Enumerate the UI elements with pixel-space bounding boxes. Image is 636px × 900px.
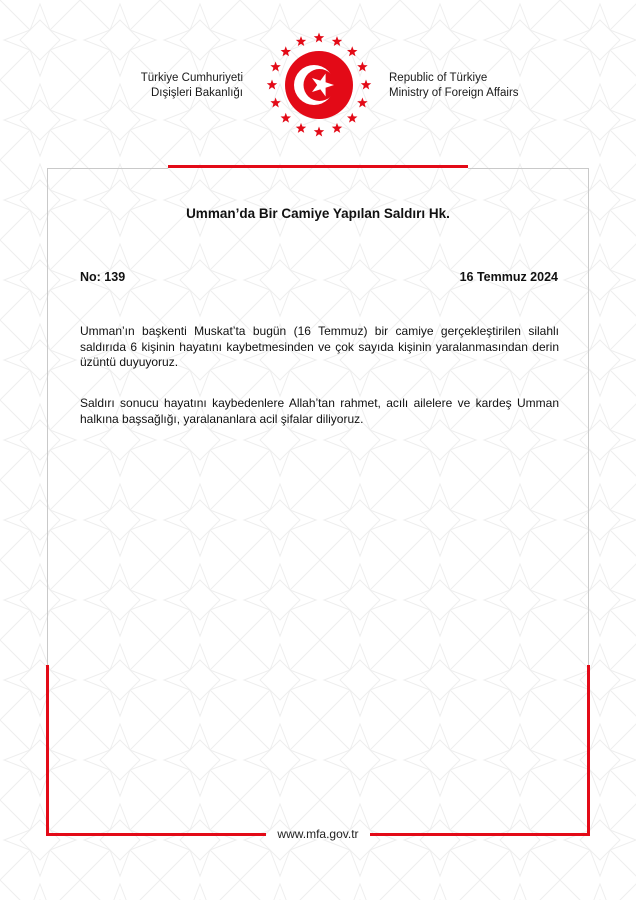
emblem-ring-star-icon (314, 127, 324, 137)
body-paragraph-2: Saldırı sonucu hayatını kaybedenlere Allah’tan rahmet, acılı ailelere ve kardeş Umman halkına başsağlığı, yaralananlara acil şifalar diliyoruz. (80, 396, 559, 426)
emblem-ring-star-icon (347, 113, 357, 123)
header-english (389, 71, 519, 101)
header-right-line1: Republic of Türkiye (389, 72, 488, 84)
emblem-ring-star-icon (270, 97, 280, 107)
left-red-bar (46, 665, 49, 836)
header-left-line1: Türkiye Cumhuriyeti (140, 72, 243, 84)
emblem-ring-star-icon (347, 46, 357, 56)
body-paragraph-1: Umman’ın başkenti Muskat’ta bugün (16 Temmuz) bir camiye gerçekleştirilen silahlı saldırıda 6 kişinin hayatını kaybetmesinden ve çok sayıda kişinin yaralanmasından derin üzüntü duyuyoruz. (80, 324, 559, 369)
emblem-ring-star-icon (267, 80, 277, 90)
right-red-bar (587, 665, 590, 836)
footer-website: www.mfa.gov.tr (277, 827, 359, 841)
header-turkish (141, 71, 243, 101)
emblem-ring-star-icon (281, 46, 291, 56)
emblem-ring-star-icon (361, 80, 371, 90)
header-right-line2: Ministry of Foreign Affairs (389, 87, 519, 99)
emblem-ring-star-icon (281, 113, 291, 123)
top-red-bar (168, 165, 468, 168)
emblem-ring-star-icon (296, 123, 306, 133)
document-date: 16 Temmuz 2024 (459, 270, 558, 284)
crescent-star-emblem-icon (264, 30, 374, 140)
emblem-ring-star-icon (270, 62, 280, 72)
emblem-ring-star-icon (296, 36, 306, 46)
document-number: No: 139 (80, 270, 126, 284)
emblem-ring-star-icon (332, 123, 342, 133)
header-left-line2: Dışişleri Bakanlığı (150, 87, 243, 99)
emblem-ring-star-icon (332, 36, 342, 46)
document-title: Umman’da Bir Camiye Yapılan Saldırı Hk. (186, 206, 450, 221)
emblem-ring-star-icon (357, 97, 367, 107)
emblem-ring-star-icon (314, 33, 324, 43)
emblem-ring-star-icon (357, 62, 367, 72)
